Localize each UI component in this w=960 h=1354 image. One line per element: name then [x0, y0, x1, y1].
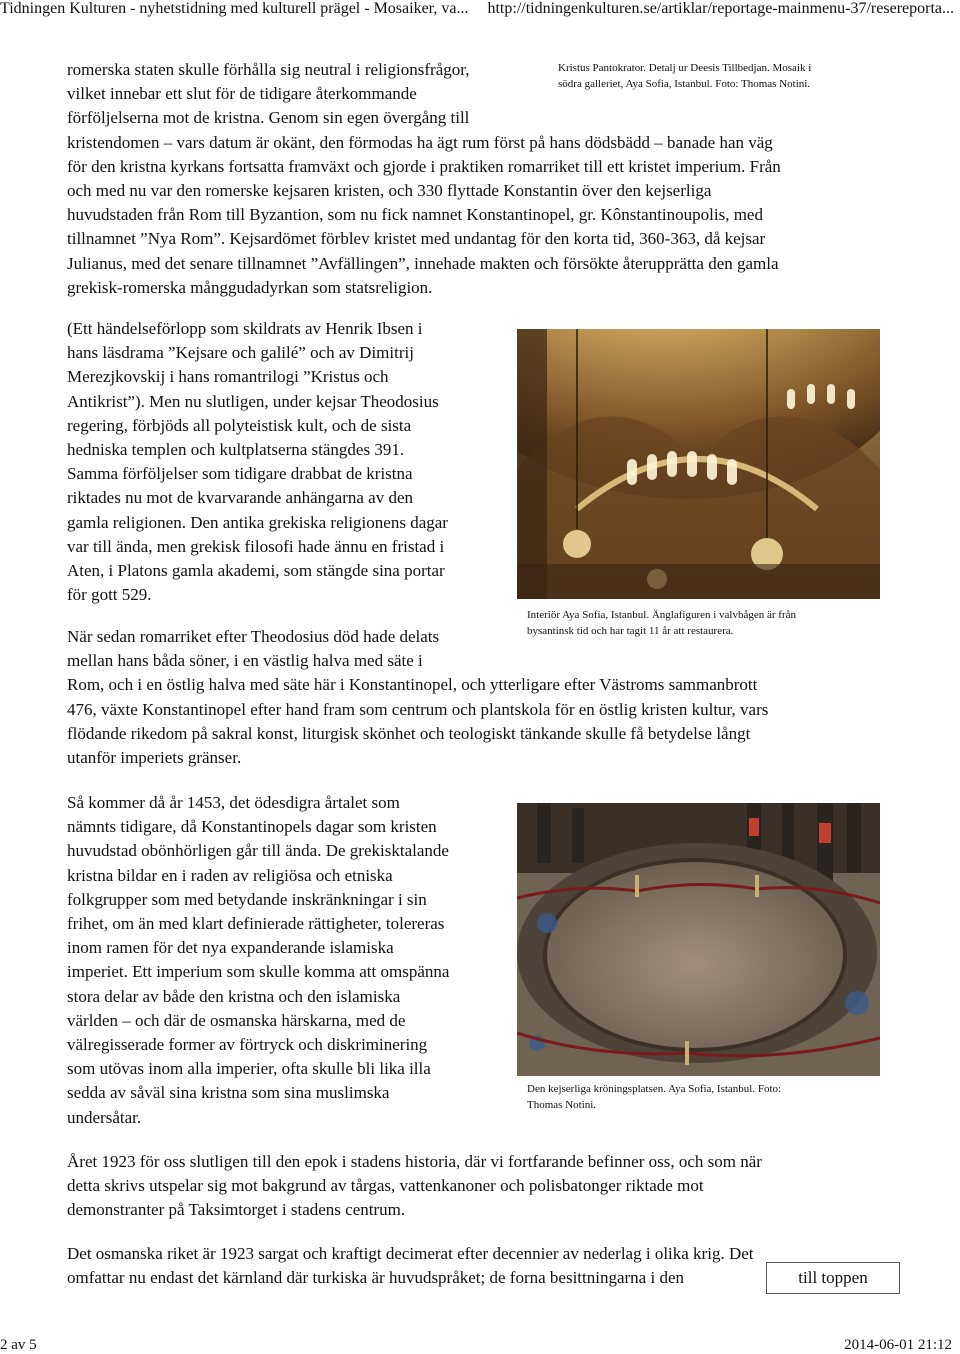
paragraph-theodosius: (Ett händelseförlopp som skildrats av Henrik Ibsen i hans läsdrama ”Kejsare och galilé” och av Dimitrij Merezjkovskij i hans romantrilogi ”Kristus och Antikrist”). Men nu slutligen, under kejsar Theodosius regering, förbjöds all polyteistisk kult, och de sista hedniska templen och kultplatserna stängdes 391. Samma förföljelser som tidigare drabbat de kristna riktades nu mot de kvarvarande anhängarna av den gamla religionen. Den antika grekiska religionens dagar var till ända, men grekisk filosofi hade ännu en fristad i Aten, i Platons gamla akademi, som stängde sina portar för gott 529. — [67, 319, 448, 605]
to-top-button[interactable]: till toppen — [766, 1262, 900, 1294]
photo-aya-sofia-interior — [517, 329, 880, 599]
caption-coronation: Den kejserliga kröningsplatsen. Aya Sofia, Istanbul. Foto: Thomas Notini. — [527, 1083, 782, 1111]
photo-coronation-place — [517, 803, 880, 1076]
caption-pantokrator: Kristus Pantokrator. Detalj ur Deesis Tillbedjan. Mosaik i södra galleriet, Aya Sofia, Istanbul. Foto: Thomas Notini. — [558, 62, 812, 90]
print-datetime: 2014-06-01 21:12 — [844, 1337, 952, 1353]
paragraph-division: När sedan romarriket efter Theodosius död hade delats mellan hans båda söner, i en västlig halva med säte i Rom, och i en östlig halva med säte här i Konstantinopel, och ytterligare efter Västroms sammanbrott 476, växte Konstantinopel efter hand fram som centrum och plantskola för en östlig kristen kultur, vars flödande rikedom på sakral konst, liturgisk skönhet och teologiskt tänkande skulle få betydelse långt utanför imperiets gränser. — [67, 627, 769, 768]
caption-interior: Interiör Aya Sofia, Istanbul. Änglafiguren i valvbågen är från bysantinsk tid och har tagit 11 år att restaurera. — [527, 609, 797, 637]
paragraph-constantine: romerska staten skulle förhålla sig neutral i religionsfrågor, vilket innebar ett slut för de tidigare återkommande förföljelserna mot de kristna. Genom sin egen övergång till kristendomen – vars datum är okänt, den förmodas ha ägt rum först på hans dödsbädd – banade han väg för den kristna kyrkans fortsatta framväxt och gjorde i praktiken romarriket till ett kristet imperium. Från och med nu var den romerske kejsaren kristen, och 330 flyttade Konstantin över den kejserliga huvudstaden från Rom till Byzantion, som nu fick namnet Konstantinopel, gr. Kônstantinoupolis, med tillnamnet ”Nya Rom”. Kejsardömet förblev kristet med undantag för den korta tid, 360-363, då kejsar Julianus, med det senare tillnamnet ”Avfällingen”, innehade makten och försökte återupprätta den gamla grekisk-romerska månggudadyrkan som statsreligion. — [67, 60, 781, 297]
page-title: Tidningen Kulturen - nyhetstidning med kulturell prägel - Mosaiker, va... — [0, 0, 469, 17]
paragraph-1453: Så kommer då år 1453, det ödesdigra årtalet som nämnts tidigare, då Konstantinopels dagar som kristen huvudstad obönhörligen går till ända. De grekisktalande kristna bildar en i raden av religiösa och etniska folkgrupper som med betydande inskränkningar i sin frihet, om än med klart definierade rättigheter, tolereras inom ramen för det nya expanderande islamiska imperiet. Ett imperium som skulle komma att omspänna stora delar av både den kristna och den islamiska världen – och där de osmanska härskarna, med de välregisserade former av förtryck och diskriminering som utövas inom alla imperier, ofta skulle bli lika illa sedda av såväl sina kristna som sina muslimska undersåtar. — [67, 793, 450, 1127]
page-number: 2 av 5 — [0, 1337, 37, 1353]
page-url[interactable]: http://tidningenkulturen.se/artiklar/reportage-mainmenu-37/resereporta... — [487, 0, 954, 17]
paragraph-1923: Året 1923 för oss slutligen till den epok i stadens historia, där vi fortfarande befinner oss, och som när detta skrivs utspelar sig mot bakgrund av tårgas, vattenkanoner och polisbatonger riktade mot demonstranter på Taksimtorget i stadens centrum. — [67, 1152, 762, 1220]
print-footer — [0, 1334, 960, 1354]
paragraph-ottoman: Det osmanska riket är 1923 sargat och kraftigt decimerat efter decennier av nederlag i olika krig. Det omfattar nu endast det kärnland där turkiska är huvudspråket; de forna besittningarna i den — [67, 1244, 754, 1288]
print-header — [0, 0, 960, 20]
